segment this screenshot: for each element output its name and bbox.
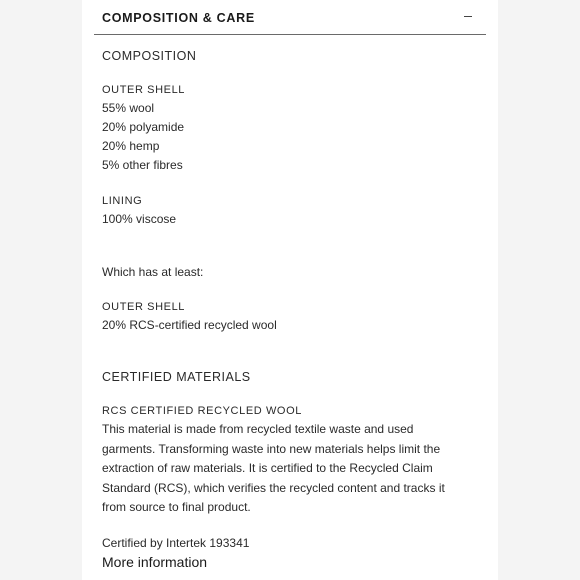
- composition-heading: COMPOSITION: [102, 49, 197, 63]
- more-information-link[interactable]: More information: [102, 554, 208, 570]
- certified-materials-heading: CERTIFIED MATERIALS: [102, 370, 251, 384]
- rcs-description: [102, 420, 470, 518]
- at-least-outer-shell-label: OUTER SHELL: [102, 301, 186, 313]
- rcs-description-line: Standard (RCS), which verifies the recycled content and tracks it: [102, 480, 445, 495]
- rcs-description-line: garments. Transforming waste into new materials helps limit the: [102, 441, 441, 456]
- at-least-intro: Which has at least:: [102, 265, 204, 279]
- at-least-outer-shell-material: 20% RCS-certified recycled wool: [102, 318, 277, 332]
- rcs-description-line: extraction of raw materials. It is certified to the Recycled Claim: [102, 461, 433, 475]
- rcs-subheading: RCS CERTIFIED RECYCLED WOOL: [102, 405, 302, 417]
- lining-label: LINING: [102, 195, 143, 207]
- accordion-header-composition-care[interactable]: [94, 0, 486, 35]
- rcs-description-line: from source to final product.: [102, 500, 251, 514]
- outer-shell-material-other: 5% other fibres: [102, 158, 183, 172]
- accordion-title: COMPOSITION & CARE: [102, 11, 255, 25]
- lining-material-viscose: 100% viscose: [102, 212, 177, 226]
- outer-shell-material-wool: 55% wool: [102, 101, 155, 115]
- certifier-text: Certified by Intertek 193341: [102, 536, 250, 550]
- rcs-description-line: This material is made from recycled textile waste and used: [102, 422, 414, 436]
- collapse-minus-icon[interactable]: [462, 8, 476, 24]
- outer-shell-label: OUTER SHELL: [102, 84, 186, 96]
- outer-shell-material-polyamide: 20% polyamide: [102, 120, 185, 134]
- outer-shell-material-hemp: 20% hemp: [102, 139, 160, 153]
